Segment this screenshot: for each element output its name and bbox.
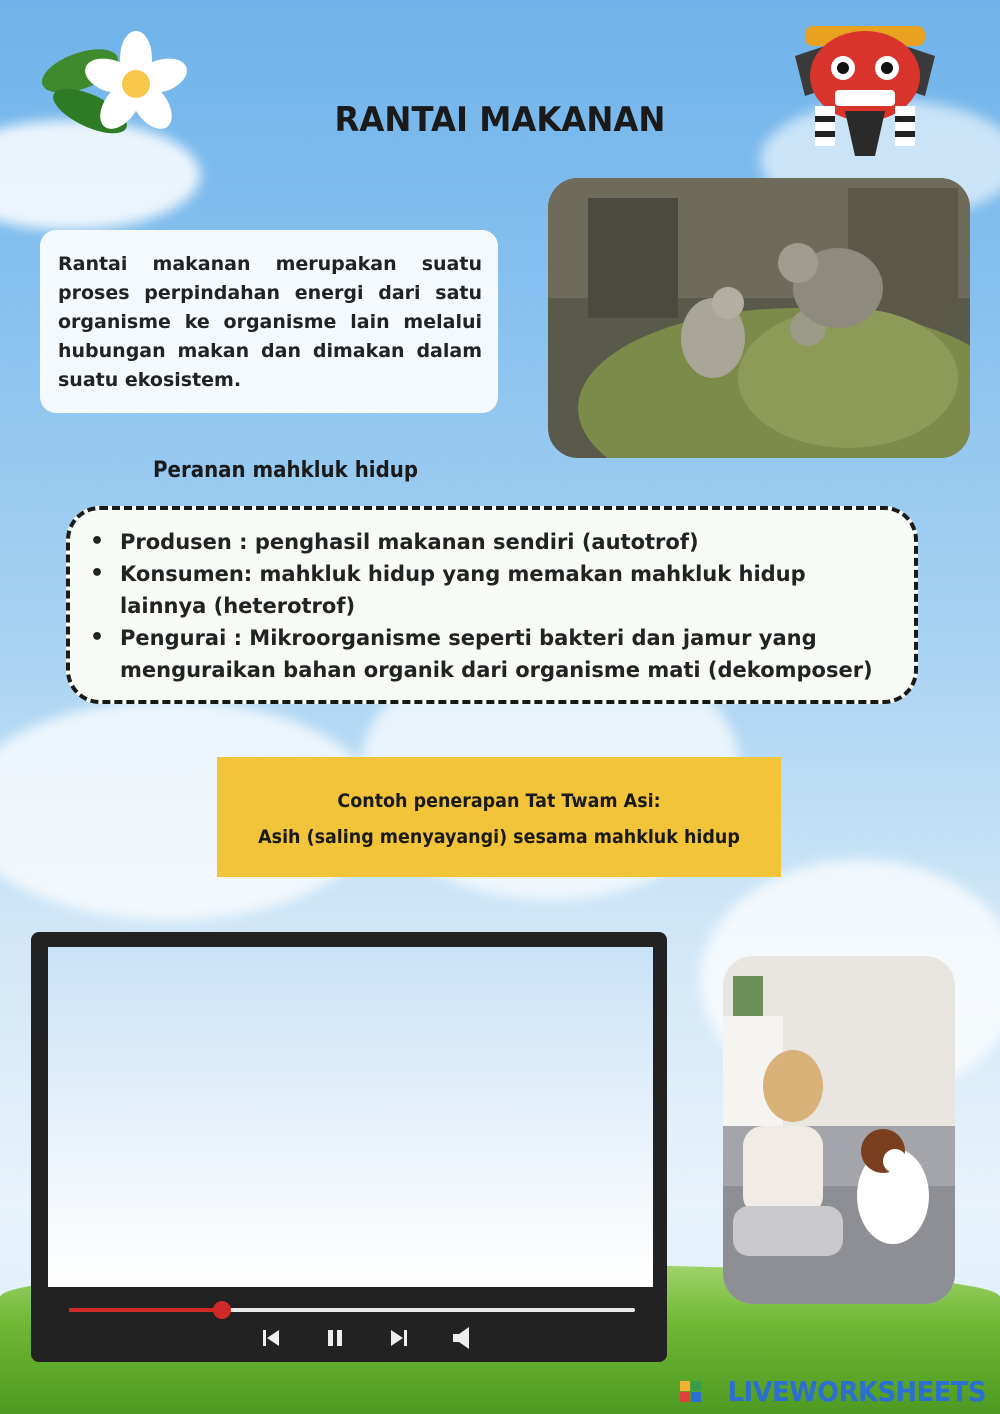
example-line-2: Asih (saling menyayangi) sesama mahkluk hidup bbox=[258, 826, 740, 848]
liveworksheets-logo-icon bbox=[680, 1381, 701, 1402]
barong-mask-icon bbox=[785, 16, 945, 166]
brand-wordmark: LIVEWORKSHEETS bbox=[727, 1375, 986, 1408]
bullet-icon: • bbox=[90, 529, 105, 554]
roles-box bbox=[66, 506, 918, 704]
bullet-icon: • bbox=[90, 561, 105, 586]
role-pengurai: Pengurai : Mikroorganisme seperti bakteri dan jamur yang menguraikan bahan organik dari organisme mati (dekomposer) bbox=[120, 626, 873, 682]
volume-icon[interactable] bbox=[449, 1324, 477, 1352]
role-konsumen: Konsumen: mahkluk hidup yang memakan mahkluk hidup lainnya (heterotrof) bbox=[120, 562, 806, 618]
intro-text: Rantai makanan merupakan suatu proses perpindahan energi dari satu organisme ke organisme lain melalui hubungan makan dan dimakan dalam suatu ekosistem. bbox=[58, 253, 482, 391]
page-title: RANTAI MAKANAN bbox=[334, 100, 666, 140]
previous-icon[interactable] bbox=[257, 1324, 285, 1352]
pause-icon[interactable] bbox=[321, 1324, 349, 1352]
list-item bbox=[90, 526, 894, 558]
list-item bbox=[90, 558, 894, 622]
liveworksheets-logo bbox=[680, 1375, 986, 1408]
video-player[interactable] bbox=[31, 932, 667, 1362]
bullet-icon: • bbox=[90, 625, 105, 650]
role-produsen: Produsen : penghasil makanan sendiri (autotrof) bbox=[120, 530, 699, 554]
next-icon[interactable] bbox=[385, 1324, 413, 1352]
video-progress-bar[interactable] bbox=[69, 1308, 635, 1312]
example-line-1: Contoh penerapan Tat Twam Asi: bbox=[337, 790, 661, 812]
monkeys-on-temple-statue-photo bbox=[548, 178, 970, 458]
example-banner bbox=[217, 757, 781, 877]
video-scrubber-handle[interactable] bbox=[213, 1301, 231, 1319]
video-screen[interactable] bbox=[48, 947, 653, 1287]
video-progress-fill bbox=[69, 1308, 222, 1312]
list-item bbox=[90, 622, 894, 686]
woman-playing-with-dog-photo bbox=[723, 956, 955, 1304]
intro-card bbox=[40, 230, 498, 413]
roles-heading: Peranan mahkluk hidup bbox=[153, 458, 419, 483]
